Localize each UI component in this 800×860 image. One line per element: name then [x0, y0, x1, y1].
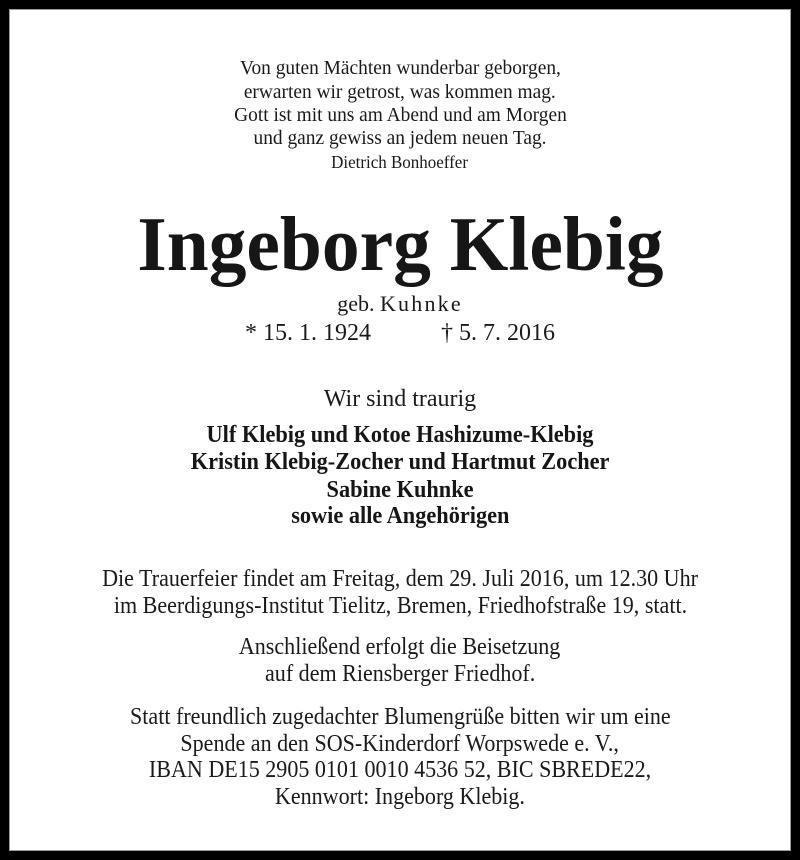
- service-info-line: Die Trauerfeier findet am Freitag, dem 29. Juli 2016, um 12.30 Uhr: [102, 565, 698, 592]
- mourner-name: Kristin Klebig-Zocher und Hartmut Zocher: [190, 449, 610, 475]
- poem-line: erwarten wir getrost, was kommen mag.: [244, 81, 556, 103]
- poem-line: Gott ist mit uns am Abend und am Morgen: [233, 104, 567, 126]
- death-cross-icon: †: [441, 320, 453, 346]
- donation-info-line: Spende an den SOS-Kinderdorf Worpswede e. V.,: [180, 730, 620, 757]
- birth-date: 15. 1. 1924: [263, 320, 371, 346]
- mourner-name: Ulf Klebig und Kotoe Hashizume-Klebig: [206, 422, 594, 448]
- mourners-intro: Wir sind traurig: [323, 386, 477, 412]
- maiden-name-line: [9, 291, 791, 317]
- birth-star-icon: *: [245, 320, 257, 346]
- service-info-line: im Beerdigungs-Institut Tielitz, Bremen, Friedhofstraße 19, statt.: [113, 592, 687, 619]
- maiden-prefix: geb.: [337, 291, 375, 316]
- mourner-name: Sabine Kuhnke: [326, 477, 474, 503]
- mourner-name: sowie alle Angehörigen: [290, 503, 510, 529]
- donation-info-line: Statt freundlich zugedachter Blumengrüße bitten wir um eine: [129, 703, 671, 730]
- poem-line: Von guten Mächten wunderbar geborgen,: [239, 57, 561, 79]
- donation-info-line: Kennwort: Ingeborg Klebig.: [274, 783, 526, 810]
- poem-author: Dietrich Bonhoeffer: [331, 152, 469, 172]
- life-dates: [9, 319, 791, 347]
- poem-line: und ganz gewiss an jedem neuen Tag.: [253, 127, 547, 149]
- burial-info-line: Anschließend erfolgt die Beisetzung: [239, 633, 561, 660]
- donation-info-line: IBAN DE15 2905 0101 0010 4536 52, BIC SBREDE22,: [148, 756, 652, 783]
- death-date: 5. 7. 2016: [459, 320, 555, 346]
- maiden-name: Kuhnke: [379, 291, 463, 316]
- obituary-notice: [9, 9, 791, 851]
- deceased-name: Ingeborg Klebig: [136, 201, 664, 287]
- burial-info-line: auf dem Riensberger Friedhof.: [264, 660, 536, 687]
